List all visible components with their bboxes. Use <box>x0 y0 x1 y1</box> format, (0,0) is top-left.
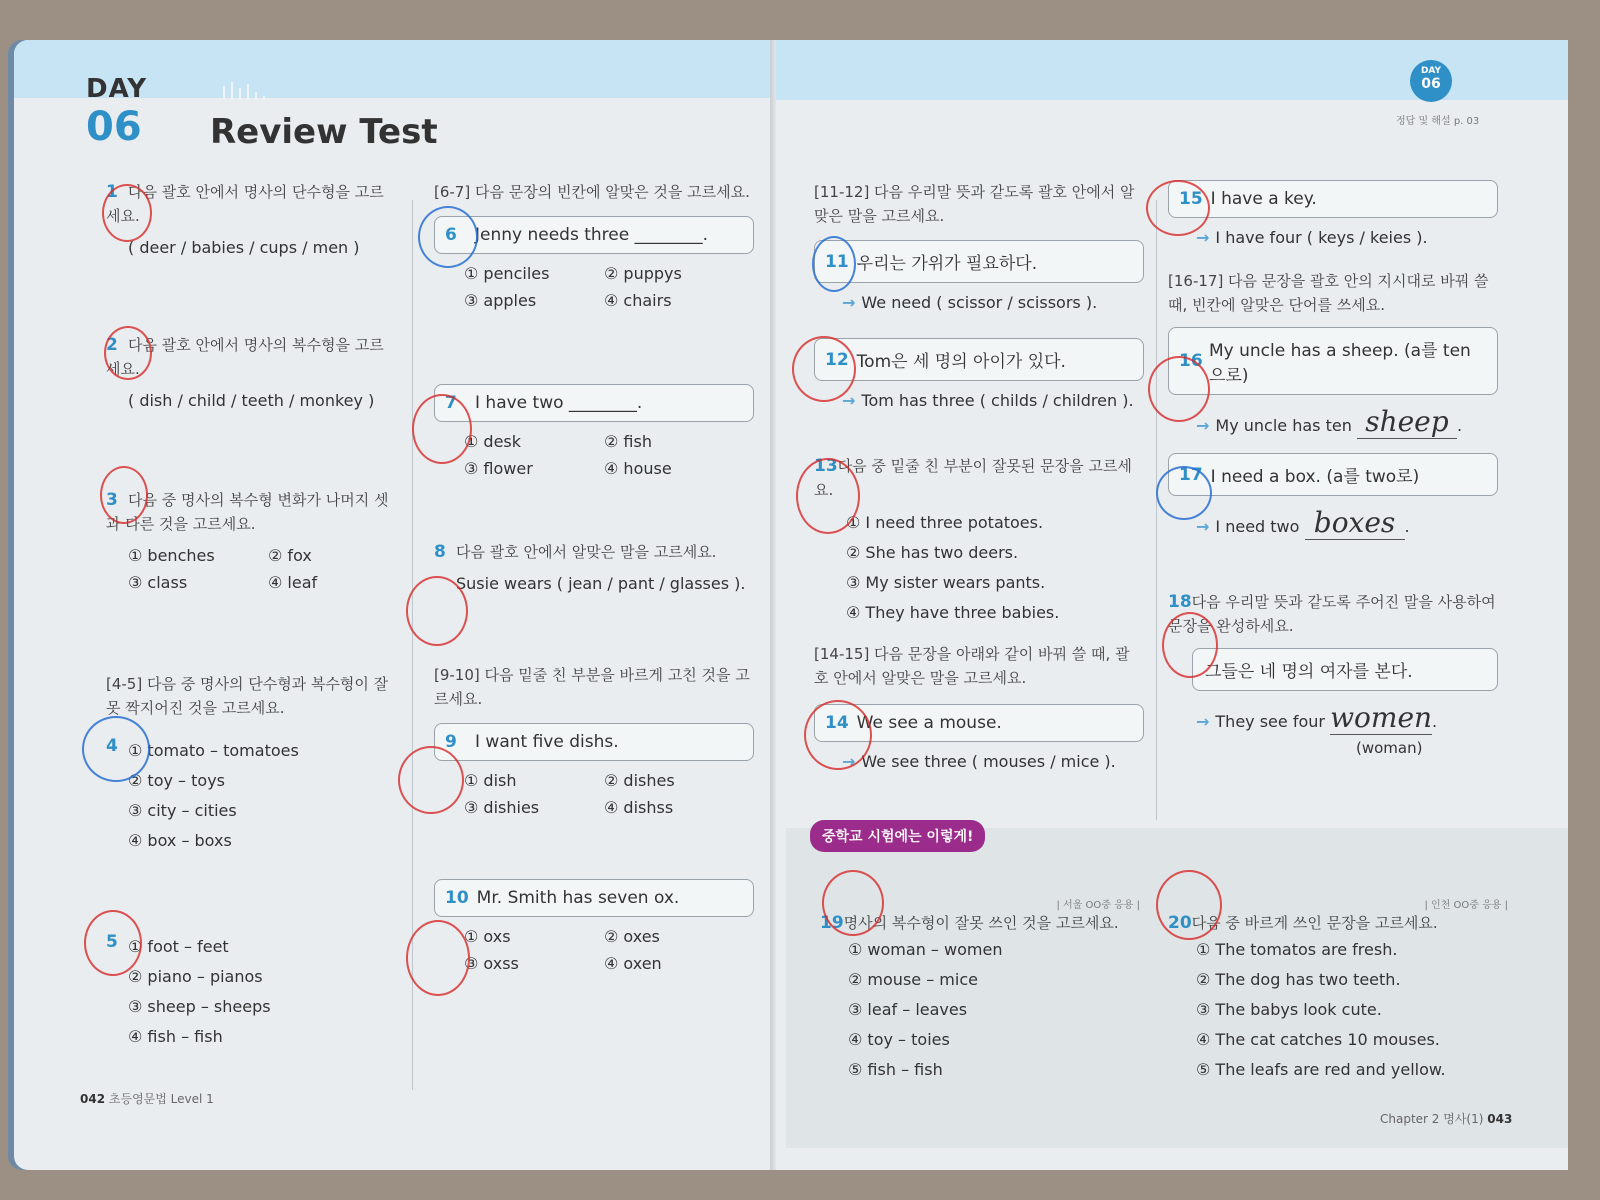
q4-option-2: ② toy – toys <box>128 771 225 790</box>
arrow-icon: → <box>842 391 856 410</box>
q1617-heading: [16-17] 다음 문장을 괄호 안의 지시대로 바꿔 쓸 때, 빈칸에 알맞은 단어를 쓰세요. <box>1168 272 1489 314</box>
q3-option-1: ① benches <box>128 546 215 565</box>
question-8: 8 다음 괄호 안에서 알맞은 말을 고르세요. Susie wears ( jean / pant / glasses ). <box>434 542 746 593</box>
q6-option-2: ② puppys <box>604 264 682 283</box>
day-number: 06 <box>86 104 142 150</box>
left-page-number: 042 <box>80 1092 106 1106</box>
q9-option-2: ② dishes <box>604 771 675 790</box>
blue-pen-circle <box>1156 466 1212 520</box>
left-column-2 <box>434 180 754 973</box>
arrow-icon: → <box>1196 517 1210 536</box>
q9-option-4: ④ dishss <box>604 798 674 817</box>
question-17: 17 I need a box. (a를 two로) → I need two boxes . <box>1168 453 1498 540</box>
column-divider <box>1156 200 1157 820</box>
blue-pen-circle <box>418 206 478 268</box>
q20-option-4: ④ The cat catches 10 mouses. <box>1196 1030 1440 1049</box>
question-1: 1 다음 괄호 안에서 명사의 단수형을 고르세요. ( deer / babies / cups / men ) <box>106 182 384 257</box>
q4-option-4: ④ box – boxs <box>128 831 232 850</box>
page-title: Review Test <box>210 112 438 152</box>
red-pen-circle <box>102 184 152 242</box>
handwritten-answer: sheep <box>1357 405 1457 439</box>
q19-option-4: ④ toy – toies <box>848 1030 950 1049</box>
q13-option-1: ① I need three potatoes. <box>846 513 1044 532</box>
red-pen-circle <box>792 336 856 402</box>
q19-option-5: ⑤ fish – fish <box>848 1060 943 1079</box>
red-pen-circle <box>398 746 464 814</box>
q18-hint: (woman) <box>1356 739 1423 757</box>
question-20: | 인천 OO중 응용 | 20다음 중 바르게 쓰인 문장을 고르세요. ① The tomatos are fresh. ② The dog has two teeth. ③ The babys look cute. ④ The cat catches 10 mouses. ⑤ The leafs are red and yellow. <box>1168 896 1508 1085</box>
q5-option-3: ③ sheep – sheeps <box>128 997 271 1016</box>
question-3: 3 다음 중 명사의 복수형 변화가 나머지 셋과 다른 것을 고르세요. ① benches ② fox ③ class ④ leaf <box>106 488 396 592</box>
red-pen-circle <box>822 870 884 936</box>
right-page <box>776 40 1568 1170</box>
question-4: 4 ① tomato – tomatoes ② toy – toys ③ city – cities ④ box – boxs <box>106 736 396 856</box>
red-pen-circle <box>1156 870 1222 940</box>
question-14: 14 We see a mouse. → We see three ( mouses / mice ). <box>814 704 1144 771</box>
q1415-heading: [14-15] 다음 문장을 아래와 같이 바꿔 쓸 때, 괄호 안에서 알맞은 말을 고르세요. <box>814 645 1130 687</box>
day-label: DAY <box>86 74 148 104</box>
question-13: 13다음 중 밑줄 친 부분이 잘못된 문장을 고르세요. ① I need three potatoes. ② She has two deers. ③ My sister wears pants. ④ They have three babies. <box>814 454 1144 628</box>
question-11: 11 우리는 가위가 필요하다. → We need ( scissor / scissors ). <box>814 240 1144 312</box>
q7-option-3: ③ flower <box>464 459 533 478</box>
q13-option-3: ③ My sister wears pants. <box>846 573 1046 592</box>
q20-option-5: ⑤ The leafs are red and yellow. <box>1196 1060 1446 1079</box>
red-pen-circle <box>1146 180 1210 236</box>
red-pen-circle <box>1162 612 1218 678</box>
right-day-badge: DAY 06 <box>1410 60 1452 102</box>
q19-option-3: ③ leaf – leaves <box>848 1000 968 1019</box>
q7-option-1: ① desk <box>464 432 522 451</box>
question-18: 18다음 우리말 뜻과 같도록 주어진 말을 사용하여 문장을 완성하세요. 그들은 네 명의 여자를 본다. → They see four women. (woman) <box>1168 590 1498 757</box>
question-19: | 서울 OO중 응용 | 19명사의 복수형이 잘못 쓰인 것을 고르세요. ① woman – women ② mouse – mice ③ leaf – leaves ④ toy – toies ⑤ fish – fish <box>820 896 1150 1085</box>
question-5: 5 ① foot – feet ② piano – pianos ③ sheep – sheeps ④ fish – fish <box>106 932 396 1052</box>
q20-option-1: ① The tomatos are fresh. <box>1196 940 1398 959</box>
right-footer-text: Chapter 2 명사(1) <box>1380 1112 1484 1126</box>
q67-heading: [6-7] 다음 문장의 빈칸에 알맞은 것을 고르세요. <box>434 183 750 201</box>
left-footer <box>80 1090 214 1107</box>
q9-option-3: ③ dishies <box>464 798 540 817</box>
q6-option-1: ① penciles <box>464 264 550 283</box>
q10-option-3: ③ oxss <box>464 954 519 973</box>
question-10: 10 Mr. Smith has seven ox. ① oxs ② oxes ③ oxss ④ oxen <box>434 879 754 973</box>
red-pen-circle <box>406 576 468 646</box>
red-pen-circle <box>100 466 148 524</box>
q4-option-1: ① tomato – tomatoes <box>128 741 299 760</box>
red-pen-circle <box>104 326 152 380</box>
red-pen-circle <box>1148 356 1210 422</box>
q13-option-2: ② She has two deers. <box>846 543 1019 562</box>
left-footer-text: 초등영문법 Level 1 <box>108 1092 214 1106</box>
q19-option-2: ② mouse – mice <box>848 970 978 989</box>
q9-option-1: ① dish <box>464 771 517 790</box>
question-9: 9 I want five dishs. ① dish ② dishes ③ dishies ④ dishss <box>434 723 754 817</box>
left-column-1 <box>106 180 396 1052</box>
q6-option-3: ③ apples <box>464 291 537 310</box>
q910-heading: [9-10] 다음 밑줄 친 부분을 바르게 고친 것을 고르세요. <box>434 666 750 708</box>
q5-option-2: ② piano – pianos <box>128 967 263 986</box>
arrow-icon: → <box>1196 712 1210 731</box>
red-pen-circle <box>84 910 142 976</box>
q3-option-3: ③ class <box>128 573 188 592</box>
middle-school-badge: 중학교 시험에는 이렇게! <box>810 820 985 852</box>
q19-option-1: ① woman – women <box>848 940 1003 959</box>
question-6: 6 Jenny needs three ________. ① penciles ② puppys ③ apples ④ chairs <box>434 216 754 310</box>
arrow-icon: → <box>842 752 856 771</box>
right-column-2 <box>1168 180 1498 757</box>
right-column-1 <box>814 180 1144 771</box>
q7-option-2: ② fish <box>604 432 652 451</box>
red-pen-circle <box>804 700 872 770</box>
arrow-icon: → <box>1196 228 1210 247</box>
handwritten-answer: boxes <box>1305 506 1405 540</box>
question-2: 2 다음 괄호 안에서 명사의 복수형을 고르세요. ( dish / child / teeth / monkey ) <box>106 335 384 410</box>
q4-option-3: ③ city – cities <box>128 801 237 820</box>
q7-option-4: ④ house <box>604 459 672 478</box>
q3-option-2: ② fox <box>268 546 312 565</box>
right-page-number: 043 <box>1487 1112 1513 1126</box>
red-pen-circle <box>406 920 470 996</box>
q13-option-4: ④ They have three babies. <box>846 603 1060 622</box>
q3-option-4: ④ leaf <box>268 573 318 592</box>
q10-option-2: ② oxes <box>604 927 660 946</box>
q6-option-4: ④ chairs <box>604 291 672 310</box>
q1112-heading: [11-12] 다음 우리말 뜻과 같도록 괄호 안에서 알맞은 말을 고르세요. <box>814 183 1135 225</box>
q5-option-1: ① foot – feet <box>128 937 229 956</box>
question-7: 7 I have two ________. ① desk ② fish ③ flower ④ house <box>434 384 754 478</box>
arrow-icon: → <box>1196 416 1210 435</box>
arrow-icon: → <box>842 293 856 312</box>
right-footer <box>1380 1110 1512 1127</box>
question-12: 12 Tom은 세 명의 아이가 있다. → Tom has three ( childs / children ). <box>814 338 1144 410</box>
question-15: 15 I have a key. → I have four ( keys / keies ). <box>1168 180 1498 247</box>
handwritten-answer: women <box>1330 701 1433 734</box>
q20-option-2: ② The dog has two teeth. <box>1196 970 1401 989</box>
red-pen-circle <box>412 394 472 464</box>
q45-heading: [4-5] 다음 중 명사의 단수형과 복수형이 잘못 짝지어진 것을 고르세요. <box>106 675 389 717</box>
q10-option-1: ① oxs <box>464 927 511 946</box>
blue-pen-circle <box>812 236 856 292</box>
left-page <box>14 40 784 1170</box>
question-16: 16 My uncle has a sheep. (a를 ten으로) → My uncle has ten sheep . <box>1168 327 1498 439</box>
red-pen-circle <box>796 458 860 534</box>
q20-option-3: ③ The babys look cute. <box>1196 1000 1382 1019</box>
q5-option-4: ④ fish – fish <box>128 1027 223 1046</box>
q10-option-4: ④ oxen <box>604 954 662 973</box>
answer-reference: 정답 및 해설 p. 03 <box>1396 116 1480 127</box>
blue-pen-circle <box>82 716 150 782</box>
